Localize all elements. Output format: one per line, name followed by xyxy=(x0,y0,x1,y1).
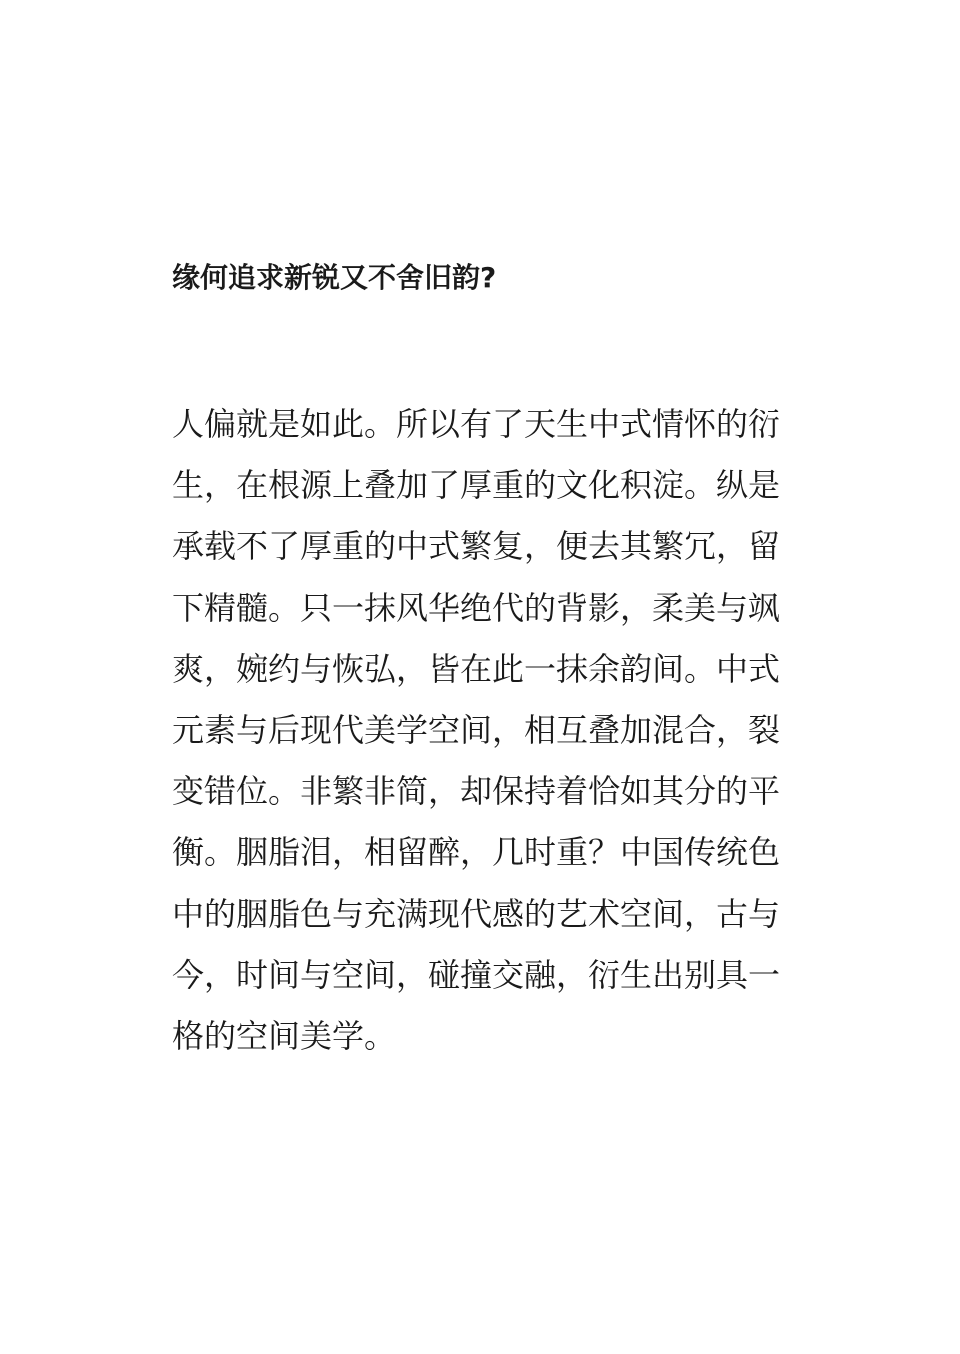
body-line: 元素与后现代美学空间，相互叠加混合，裂 xyxy=(172,711,781,750)
article-body xyxy=(172,394,788,1067)
body-line: 爽，婉约与恢弘，皆在此一抹余韵间。中式 xyxy=(172,649,781,688)
body-line: 中的胭脂色与充满现代感的艺术空间，古与 xyxy=(172,894,781,933)
body-line: 下精髓。只一抹风华绝代的背影，柔美与飒 xyxy=(172,588,781,627)
article-heading: 缘何追求新锐又不舍旧韵? xyxy=(172,261,497,294)
body-line: 生，在根源上叠加了厚重的文化积淀。纵是 xyxy=(172,466,781,505)
article xyxy=(172,254,788,1067)
body-line: 承载不了厚重的中式繁复，便去其繁冗，留 xyxy=(172,527,781,566)
body-line: 格的空间美学。 xyxy=(172,1017,397,1056)
body-line: 变错位。非繁非简，却保持着恰如其分的平 xyxy=(172,772,781,811)
body-line: 人偏就是如此。所以有了天生中式情怀的衍 xyxy=(172,405,781,443)
body-line: 衡。胭脂泪，相留醉，几时重？中国传统色 xyxy=(172,833,781,872)
body-line: 今，时间与空间，碰撞交融，衍生出别具一 xyxy=(172,955,781,994)
